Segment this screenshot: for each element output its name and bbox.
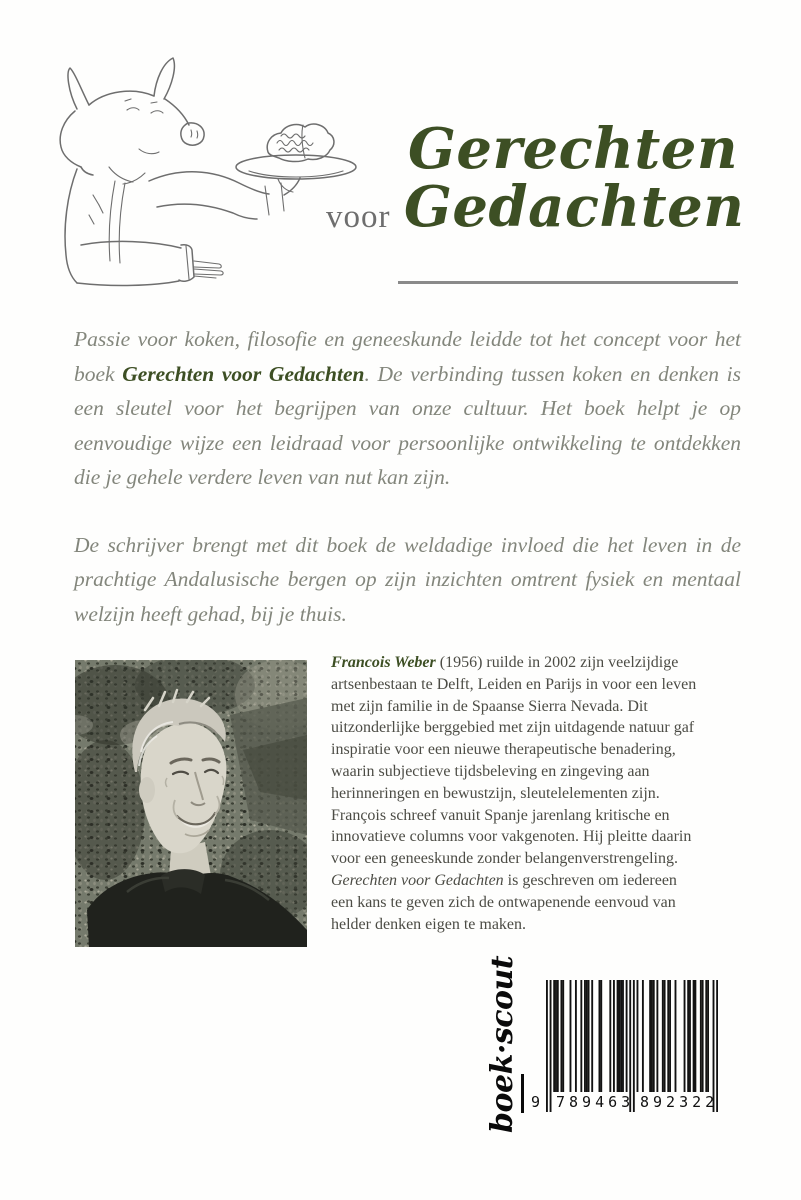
barcode-lead-digit: 9 <box>531 1093 541 1111</box>
publisher-logo-underlined: oe <box>485 1074 524 1112</box>
author-photo <box>75 660 307 947</box>
author-portrait-art <box>75 660 307 947</box>
publisher-logo-boekscout <box>485 955 520 1133</box>
bio-book-title-ref: Gerechten voor Gedachten <box>331 871 504 889</box>
pig-chef-illustration <box>53 55 363 290</box>
barcode-digit-group1: 789463 <box>556 1093 635 1111</box>
synopsis <box>74 322 741 631</box>
book-title-line2: Gedachten <box>404 174 745 240</box>
synopsis-paragraph-1 <box>74 322 741 495</box>
title-divider-rule <box>398 281 738 284</box>
author-bio <box>331 652 703 935</box>
synopsis-p1-before: Passie voor koken, filosofie en geneeskunde leidde tot het concept voor het boek <box>74 327 741 386</box>
synopsis-paragraph-2: De schrijver brengt met dit boek de weldadige invloed die het leven in de prachtige Andalusische bergen op zijn inzichten omtrent fysiek en mentaal welzijn heeft gehad, bij je thuis. <box>74 532 741 626</box>
title-connector: voor <box>326 199 391 235</box>
publisher-logo-part2: k·scout <box>485 955 520 1075</box>
synopsis-book-title: Gerechten voor Gedachten <box>122 361 365 386</box>
barcode-digit-group2: 892322 <box>640 1093 719 1111</box>
bio-text-mid: (1956) ruilde in 2002 zijn veelzijdige artsenbestaan te Delft, Leiden en Parijs in voor een leven met zijn familie in de Spaanse Sierra Nevada. Dit uitzonderlijke berggebied met zijn uitdagende natuur gaf inspiratie voor een nieuwe therapeutische benadering, waarin subjectieve tijdsbeleving en zingeving aan herinneringen en bewustzijn, sleutelelementen zijn. François schreef vanuit Spanje jarenlang kritische en innovatieve columns voor vakgenoten. Hij pleitte daarin voor een geneeskunde zonder belangenverstrengeling. <box>331 654 697 868</box>
synopsis-p1-after: . De verbinding tussen koken en denken is een sleutel voor het begrijpen van onze cultuur. Het boek helpt je op eenvoudige wijze een leidraad voor persoonlijke ontwikkeling te ontdekken die je gehele verdere leven van nut kan zijn. <box>74 361 742 489</box>
author-name: Francois Weber <box>331 654 436 671</box>
publisher-logo-part1: b <box>485 1112 520 1133</box>
book-title-line1: Gerechten <box>408 116 739 182</box>
bio-text-end: is geschreven om iedereen een kans te geven zich de ontwapenende eenvoud van helder denken eigen te maken. <box>331 871 677 933</box>
